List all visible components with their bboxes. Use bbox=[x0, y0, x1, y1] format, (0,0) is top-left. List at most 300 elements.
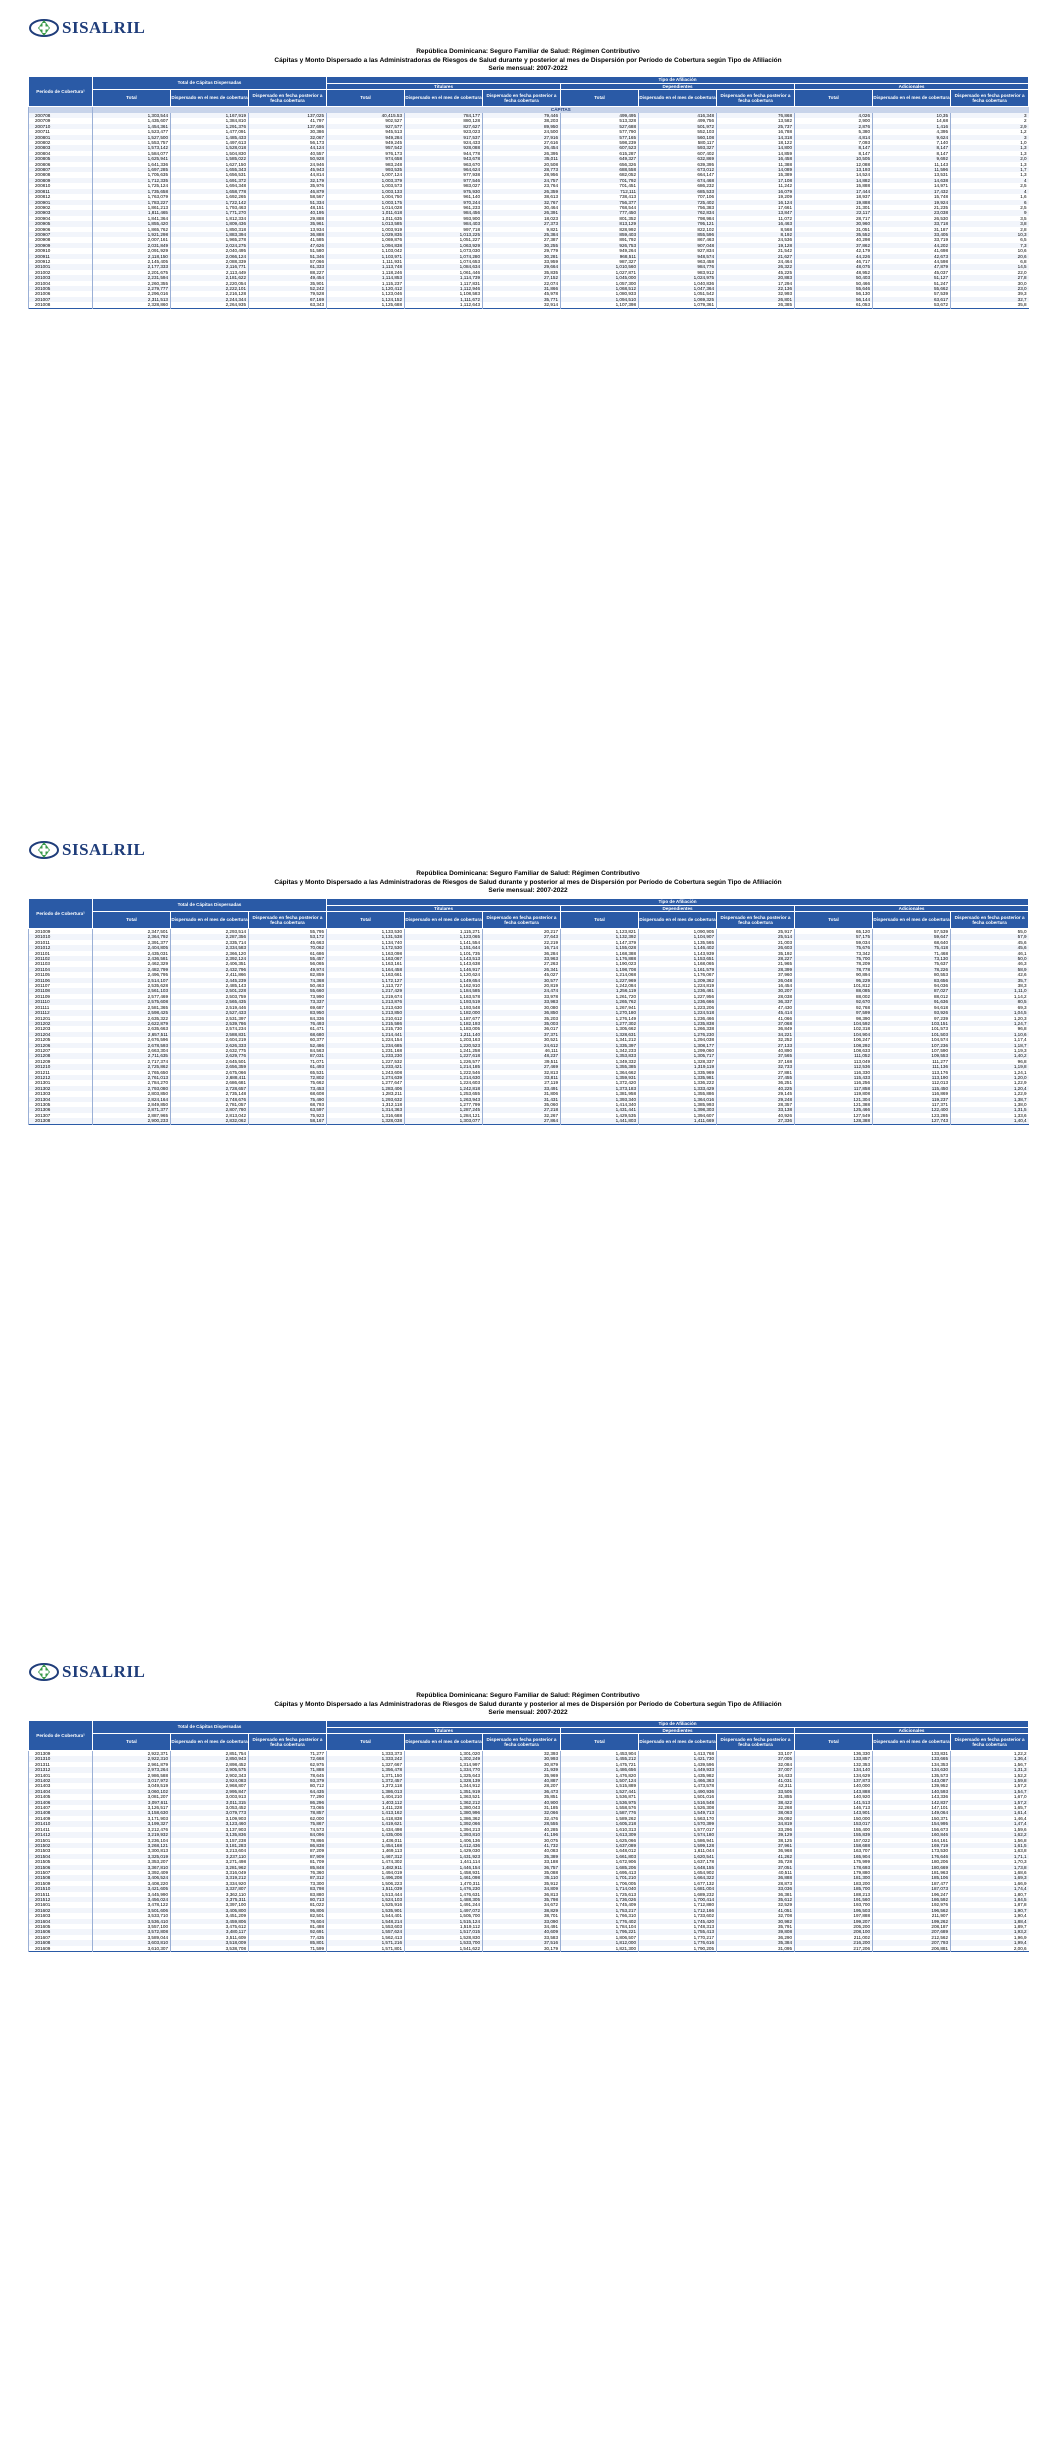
value-cell: 73,342 bbox=[795, 951, 873, 956]
value-cell: 1,71,1 bbox=[951, 1854, 1029, 1859]
value-cell: 50,463 bbox=[249, 983, 327, 988]
value-cell: 24,474 bbox=[483, 988, 561, 993]
value-cell: 42,673 bbox=[873, 254, 951, 259]
column-header: Total bbox=[327, 90, 405, 107]
group-header: Adicionales bbox=[795, 83, 1029, 90]
value-cell: 685,533 bbox=[639, 189, 717, 194]
value-cell: 1,625,066 bbox=[561, 1838, 639, 1843]
value-cell: 1,013,225 bbox=[405, 232, 483, 237]
value-cell: 193,700 bbox=[795, 1902, 873, 1907]
value-cell: 725,402 bbox=[639, 200, 717, 205]
value-cell: 2,781,057 bbox=[171, 1102, 249, 1107]
value-cell: 1,571,801 bbox=[327, 1946, 405, 1952]
value-cell: 34,672 bbox=[483, 1902, 561, 1907]
value-cell: 1,372,457 bbox=[327, 1778, 405, 1783]
value-cell: 26,322 bbox=[717, 264, 795, 269]
value-cell: 88,002 bbox=[795, 994, 873, 999]
value-cell: 1,620,541 bbox=[639, 1854, 717, 1859]
column-header: Dispersado en el mes de cobertura bbox=[873, 912, 951, 929]
value-cell: 975,930 bbox=[405, 189, 483, 194]
value-cell: 2,574,234 bbox=[171, 1026, 249, 1031]
value-cell: 1,692,265 bbox=[171, 194, 249, 199]
value-cell: 83,880 bbox=[249, 1892, 327, 1897]
value-cell: 4 bbox=[951, 189, 1029, 194]
value-cell: 1,172,127 bbox=[327, 978, 405, 983]
value-cell: 94,618 bbox=[873, 1005, 951, 1010]
value-cell: 91,636 bbox=[873, 999, 951, 1004]
period-cell: 201609 bbox=[29, 1946, 93, 1952]
value-cell: 56,065 bbox=[249, 961, 327, 966]
value-cell: 1,193,548 bbox=[405, 1005, 483, 1010]
value-cell: 57,539 bbox=[873, 929, 951, 935]
value-cell: 5,380 bbox=[795, 129, 873, 134]
value-cell: 1,90,7 bbox=[951, 1908, 1029, 1913]
value-cell: 3,268,121 bbox=[93, 1843, 171, 1848]
value-cell: 1,198,708 bbox=[561, 967, 639, 972]
value-cell: 1,319,119 bbox=[639, 1064, 717, 1069]
value-cell: 8,192 bbox=[717, 232, 795, 237]
value-cell: 1,429,030 bbox=[405, 1848, 483, 1853]
value-cell: 71,071 bbox=[249, 1059, 327, 1064]
value-cell: 3,538,708 bbox=[171, 1946, 249, 1952]
value-cell: 1,18,7 bbox=[951, 1043, 1029, 1048]
value-cell: 196,247 bbox=[873, 1892, 951, 1897]
period-cell: 200802 bbox=[29, 140, 93, 145]
value-cell: 1,36,4 bbox=[951, 1756, 1029, 1761]
value-cell: 2,091,929 bbox=[93, 248, 171, 253]
value-cell: 867,463 bbox=[639, 237, 717, 242]
value-cell: 3,053,452 bbox=[171, 1805, 249, 1810]
value-cell: 113,176 bbox=[873, 1070, 951, 1075]
value-cell: 207,689 bbox=[873, 1929, 951, 1934]
value-cell: 2,581,365 bbox=[93, 1005, 171, 1010]
value-cell: 35,612 bbox=[717, 1897, 795, 1902]
value-cell: 55,662 bbox=[873, 286, 951, 291]
column-header: Dispersado en fecha posterior a fecha cobertura bbox=[951, 912, 1029, 929]
value-cell: 1,219,674 bbox=[327, 994, 405, 999]
value-cell: 527,688 bbox=[561, 124, 639, 129]
value-cell: 1,3 bbox=[951, 162, 1029, 167]
value-cell: 3,397,100 bbox=[171, 1902, 249, 1907]
value-cell: 11,242 bbox=[717, 183, 795, 188]
column-header: Dispersado en el mes de cobertura bbox=[639, 912, 717, 929]
value-cell: 97,239 bbox=[873, 1016, 951, 1021]
value-cell: 1,466,363 bbox=[639, 1778, 717, 1783]
period-cell: 201602 bbox=[29, 1908, 93, 1913]
period-cell: 201002 bbox=[29, 270, 93, 275]
value-cell: 73,065 bbox=[249, 1805, 327, 1810]
value-cell: 140,000 bbox=[795, 1783, 873, 1788]
period-cell: 200911 bbox=[29, 254, 93, 259]
value-cell: 2,900,233 bbox=[93, 1118, 171, 1124]
value-cell: 1,007,124 bbox=[327, 172, 405, 177]
value-cell: 137,695 bbox=[249, 124, 327, 129]
value-cell: 1,65,7 bbox=[951, 1805, 1029, 1810]
logo bbox=[28, 836, 145, 864]
value-cell: 3,003,913 bbox=[171, 1794, 249, 1799]
period-cell: 201109 bbox=[29, 994, 93, 999]
value-cell: 87,312 bbox=[249, 1875, 327, 1880]
value-cell: 928,088 bbox=[405, 145, 483, 150]
value-cell: 3,237,110 bbox=[171, 1854, 249, 1859]
value-cell: 41,196 bbox=[483, 1832, 561, 1837]
value-cell: 35,791 bbox=[717, 1924, 795, 1929]
value-cell: 134,140 bbox=[795, 1767, 873, 1772]
value-cell: 1,446,154 bbox=[405, 1865, 483, 1870]
value-cell: 1,20,0 bbox=[951, 1075, 1029, 1080]
value-cell: 32,993 bbox=[717, 291, 795, 296]
value-cell: 1,418,838 bbox=[327, 1816, 405, 1821]
value-cell: 1,585,022 bbox=[171, 156, 249, 161]
value-cell: 1,161,579 bbox=[639, 967, 717, 972]
value-cell: 1,454,361 bbox=[93, 124, 171, 129]
value-cell: 3 bbox=[951, 135, 1029, 140]
value-cell: 45,663 bbox=[249, 940, 327, 945]
value-cell: 1,386,013 bbox=[327, 1789, 405, 1794]
value-cell: 1,355,385 bbox=[561, 1064, 639, 1069]
value-cell: 11,388 bbox=[717, 162, 795, 167]
column-header: Dispersado en fecha posterior a fecha cobertura bbox=[717, 912, 795, 929]
value-cell: 16,454 bbox=[717, 983, 795, 988]
value-cell: 1,003,133 bbox=[327, 189, 405, 194]
value-cell: 76,360 bbox=[249, 1870, 327, 1875]
value-cell: 27,469 bbox=[483, 1064, 561, 1069]
value-cell: 1,242,818 bbox=[405, 1086, 483, 1091]
value-cell: 2,462,329 bbox=[93, 961, 171, 966]
value-cell: 173,530 bbox=[873, 1848, 951, 1853]
value-cell: 2,088,339 bbox=[171, 259, 249, 264]
value-cell: 1,691,372 bbox=[171, 178, 249, 183]
value-cell: 55,660 bbox=[249, 988, 327, 993]
value-cell: 102,318 bbox=[795, 1026, 873, 1031]
group-header-total: Total de Cápitas Dispersadas bbox=[93, 1721, 327, 1734]
table-row bbox=[29, 1946, 1029, 1952]
value-cell: 1,276,230 bbox=[639, 1032, 717, 1037]
value-cell: 1,783,227 bbox=[93, 200, 171, 205]
value-cell: 26,530 bbox=[873, 216, 951, 221]
value-cell: 33,719 bbox=[873, 237, 951, 242]
value-cell: 1,38,0 bbox=[951, 1102, 1029, 1107]
value-cell: 39,808 bbox=[717, 1929, 795, 1934]
value-cell: 16,714 bbox=[483, 945, 561, 950]
value-cell: 1,011,635 bbox=[327, 216, 405, 221]
value-cell: 29,888 bbox=[249, 216, 327, 221]
value-cell: 1,3 bbox=[951, 172, 1029, 177]
value-cell: 196,562 bbox=[873, 1908, 951, 1913]
value-cell: 77,290 bbox=[249, 1794, 327, 1799]
value-cell: 1,351,919 bbox=[405, 1789, 483, 1794]
value-cell: 81,709 bbox=[249, 1859, 327, 1864]
period-cell: 201404 bbox=[29, 1789, 93, 1794]
column-header: Dispersado en el mes de cobertura bbox=[405, 1734, 483, 1751]
column-header: Dispersado en el mes de cobertura bbox=[873, 90, 951, 107]
value-cell: 37,168 bbox=[717, 1059, 795, 1064]
value-cell: 20,217 bbox=[483, 929, 561, 935]
value-cell: 51,127 bbox=[873, 275, 951, 280]
value-cell: 632,869 bbox=[639, 156, 717, 161]
value-cell: 1,733,602 bbox=[639, 1913, 717, 1918]
value-cell: 33,036 bbox=[717, 1886, 795, 1891]
value-cell: 85,801 bbox=[249, 1940, 327, 1945]
value-cell: 983,912 bbox=[639, 270, 717, 275]
value-cell: 2,527,433 bbox=[171, 1010, 249, 1015]
value-cell: 1,163,067 bbox=[327, 956, 405, 961]
value-cell: 1,163,661 bbox=[327, 972, 405, 977]
value-cell: 35,003 bbox=[483, 1021, 561, 1026]
value-cell: 3,572,808 bbox=[93, 1929, 171, 1934]
value-cell: 1,184,585 bbox=[405, 988, 483, 993]
value-cell: 179,880 bbox=[795, 1870, 873, 1875]
value-cell: 1,172,530 bbox=[327, 945, 405, 950]
value-cell: 1,697,285 bbox=[93, 167, 171, 172]
value-cell: 701,451 bbox=[561, 183, 639, 188]
value-cell: 1,661,803 bbox=[561, 1854, 639, 1859]
column-header: Dispersado en el mes de cobertura bbox=[171, 90, 249, 107]
value-cell: 1,419,621 bbox=[327, 1821, 405, 1826]
value-cell: 26,391 bbox=[483, 210, 561, 215]
value-cell: 1,411,228 bbox=[327, 1805, 405, 1810]
value-cell: 26,454 bbox=[483, 145, 561, 150]
value-cell: 1,233,230 bbox=[327, 1053, 405, 1058]
value-cell: 1,406,136 bbox=[405, 1838, 483, 1843]
value-cell: 2,561,103 bbox=[93, 988, 171, 993]
value-cell: 1,589,262 bbox=[561, 1816, 639, 1821]
period-cell: 200901 bbox=[29, 200, 93, 205]
value-cell: 1,224,603 bbox=[405, 1080, 483, 1085]
value-cell: 2,116,771 bbox=[171, 264, 249, 269]
value-cell: 2,118,150 bbox=[93, 254, 171, 259]
table-row bbox=[29, 1118, 1029, 1124]
value-cell: 33,983 bbox=[483, 999, 561, 1004]
value-cell: 1,045,000 bbox=[561, 275, 639, 280]
value-cell: 123,285 bbox=[873, 1113, 951, 1118]
period-cell: 201108 bbox=[29, 988, 93, 993]
value-cell: 2,656,359 bbox=[171, 1064, 249, 1069]
value-cell: 45,6 bbox=[951, 945, 1029, 950]
value-cell: 33,090 bbox=[483, 1919, 561, 1924]
value-cell: 2,404,805 bbox=[93, 945, 171, 950]
value-cell: 2,995,847 bbox=[171, 1789, 249, 1794]
value-cell: 1,068,512 bbox=[561, 286, 639, 291]
value-cell: 44,202 bbox=[873, 243, 951, 248]
period-cell: 201511 bbox=[29, 1892, 93, 1897]
value-cell: 1,236,461 bbox=[639, 988, 717, 993]
value-cell: 3,171,903 bbox=[93, 1816, 171, 1821]
value-cell: 31,855 bbox=[717, 1794, 795, 1799]
column-header: Total bbox=[561, 912, 639, 929]
value-cell: 41,262 bbox=[717, 1854, 795, 1859]
value-cell: 2,577,469 bbox=[93, 994, 171, 999]
value-cell: 21,627 bbox=[717, 254, 795, 259]
value-cell: 993,535 bbox=[327, 167, 405, 172]
period-cell: 201506 bbox=[29, 1865, 93, 1870]
value-cell: 1,562,413 bbox=[327, 1935, 405, 1940]
value-cell: 35,110 bbox=[483, 1875, 561, 1880]
value-cell: 1,19,8 bbox=[951, 1064, 1029, 1069]
value-cell: 3,097,611 bbox=[93, 1800, 171, 1805]
value-cell: 1,736,026 bbox=[561, 1897, 639, 1902]
value-cell: 1,384,810 bbox=[171, 118, 249, 123]
value-cell: 14,68 bbox=[873, 118, 951, 123]
value-cell: 2,968,807 bbox=[171, 1783, 249, 1788]
value-cell: 141,513 bbox=[795, 1800, 873, 1805]
value-cell: 949,264 bbox=[561, 248, 639, 253]
value-cell: 65,120 bbox=[795, 929, 873, 935]
value-cell: 117,858 bbox=[795, 1086, 873, 1091]
value-cell: 27,387 bbox=[483, 237, 561, 242]
value-cell: 14,638 bbox=[873, 178, 951, 183]
value-cell: 1,103,042 bbox=[327, 248, 405, 253]
value-cell: 2,485,143 bbox=[171, 983, 249, 988]
value-cell: 7,3 bbox=[951, 243, 1029, 248]
value-cell: 945,513 bbox=[327, 129, 405, 134]
value-cell: 23,764 bbox=[483, 183, 561, 188]
value-cell: 1,069,876 bbox=[327, 237, 405, 242]
column-header: Total bbox=[93, 1734, 171, 1751]
value-cell: 2,535,628 bbox=[93, 983, 171, 988]
value-cell: 31,866 bbox=[483, 286, 561, 291]
value-cell: 78,778 bbox=[795, 967, 873, 972]
value-cell: 24,946 bbox=[249, 162, 327, 167]
value-cell: 27,864 bbox=[483, 1118, 561, 1124]
value-cell: 122,400 bbox=[873, 1107, 951, 1112]
value-cell: 68,640 bbox=[873, 940, 951, 945]
value-cell: 1,574,180 bbox=[639, 1832, 717, 1837]
value-cell: 33,959 bbox=[483, 259, 561, 264]
value-cell: 28,227 bbox=[717, 956, 795, 961]
value-cell: 32,267 bbox=[483, 1113, 561, 1118]
period-cell: 200709 bbox=[29, 118, 93, 123]
logo-text: SISALRIL bbox=[62, 18, 146, 37]
value-cell: 1,497,613 bbox=[171, 140, 249, 145]
value-cell: 18,937 bbox=[795, 194, 873, 199]
value-cell: 37,051 bbox=[717, 1865, 795, 1870]
value-cell: 577,165 bbox=[561, 135, 639, 140]
value-cell: 3,456,024 bbox=[93, 1897, 171, 1902]
value-cell: 12,088 bbox=[795, 162, 873, 167]
value-cell: 27,336 bbox=[717, 1118, 795, 1124]
value-cell: 46,3 bbox=[951, 961, 1029, 966]
value-cell: 2,663,304 bbox=[93, 1048, 171, 1053]
period-cell: 201212 bbox=[29, 1075, 93, 1080]
value-cell: 1,090,905 bbox=[639, 929, 717, 935]
column-header: Total bbox=[93, 912, 171, 929]
period-cell: 201503 bbox=[29, 1848, 93, 1853]
periodo-header: Período de Cobertura¹ bbox=[29, 899, 93, 929]
value-cell: 107,236 bbox=[873, 1043, 951, 1048]
value-cell: 1,494,019 bbox=[327, 1870, 405, 1875]
value-cell: 1,182,193 bbox=[405, 1021, 483, 1026]
value-cell: 26,359 bbox=[483, 189, 561, 194]
value-cell: 22,136 bbox=[717, 286, 795, 291]
value-cell: 1,223,206 bbox=[639, 1005, 717, 1010]
value-cell: 108,292 bbox=[795, 1043, 873, 1048]
value-cell: 26,801 bbox=[717, 297, 795, 302]
period-cell: 201412 bbox=[29, 1832, 93, 1837]
value-cell: 79,528 bbox=[249, 291, 327, 296]
value-cell: 984,776 bbox=[639, 264, 717, 269]
value-cell: 40,285 bbox=[483, 1827, 561, 1832]
period-cell: 201104 bbox=[29, 967, 93, 972]
value-cell: 115,450 bbox=[873, 1086, 951, 1091]
value-cell: 1,584,077 bbox=[93, 151, 171, 156]
value-cell: 1,753,217 bbox=[561, 1908, 639, 1913]
value-cell: 41,698 bbox=[873, 248, 951, 253]
period-cell: 201011 bbox=[29, 940, 93, 945]
value-cell: 1,146,917 bbox=[405, 967, 483, 972]
value-cell: 211,907 bbox=[873, 1913, 951, 1918]
period-cell: 201603 bbox=[29, 1913, 93, 1918]
value-cell: 2,622,879 bbox=[93, 1021, 171, 1026]
value-cell: 35,976 bbox=[249, 183, 327, 188]
value-cell: 71,277 bbox=[249, 1751, 327, 1757]
period-cell: 201411 bbox=[29, 1827, 93, 1832]
value-cell: 1,90,4 bbox=[951, 1913, 1029, 1918]
value-cell: 30,281 bbox=[483, 254, 561, 259]
value-cell: 927,834 bbox=[639, 248, 717, 253]
value-cell: 48,075 bbox=[795, 264, 873, 269]
value-cell: 1,722,142 bbox=[171, 200, 249, 205]
value-cell: 2,244,344 bbox=[171, 297, 249, 302]
value-cell: 30,075 bbox=[483, 1838, 561, 1843]
value-cell: 1,394,213 bbox=[405, 1827, 483, 1832]
period-cell: 201502 bbox=[29, 1843, 93, 1848]
value-cell: 1,22,9 bbox=[951, 1080, 1029, 1085]
value-cell: 1,22,9 bbox=[951, 1091, 1029, 1096]
value-cell: 69,687 bbox=[249, 1005, 327, 1010]
value-cell: 71,888 bbox=[249, 1767, 327, 1772]
value-cell: 1,59,6 bbox=[951, 1827, 1029, 1832]
value-cell: 1,394,607 bbox=[639, 1113, 717, 1118]
value-cell: 48,237 bbox=[483, 1053, 561, 1058]
value-cell: 3,213,604 bbox=[171, 1848, 249, 1853]
value-cell: 2,201,675 bbox=[93, 270, 171, 275]
value-cell: 674,468 bbox=[639, 178, 717, 183]
logo-text: SISALRIL bbox=[62, 840, 146, 859]
value-cell: 501,972 bbox=[639, 124, 717, 129]
value-cell: 27,152 bbox=[483, 275, 561, 280]
value-cell: 1,051,542 bbox=[639, 291, 717, 296]
value-cell: 33,491 bbox=[483, 1086, 561, 1091]
column-header: Dispersado en fecha posterior a fecha cobertura bbox=[483, 90, 561, 107]
value-cell: 987,327 bbox=[561, 259, 639, 264]
value-cell: 701,792 bbox=[561, 178, 639, 183]
value-cell: 944,778 bbox=[405, 151, 483, 156]
period-cell: 201311 bbox=[29, 1762, 93, 1767]
value-cell: 116,330 bbox=[795, 1070, 873, 1075]
period-cell: 200904 bbox=[29, 216, 93, 221]
value-cell: 84,336 bbox=[249, 1016, 327, 1021]
value-cell: 22,0 bbox=[951, 270, 1029, 275]
value-cell: 1,865,762 bbox=[93, 227, 171, 232]
value-cell: 1,63,8 bbox=[951, 1848, 1029, 1853]
value-cell: 32,393 bbox=[483, 1751, 561, 1757]
value-cell: 1,120,624 bbox=[405, 972, 483, 977]
value-cell: 1,748,313 bbox=[639, 1924, 717, 1929]
column-header: Dispersado en el mes de cobertura bbox=[171, 912, 249, 929]
value-cell: 84,563 bbox=[249, 1048, 327, 1053]
value-cell: 3 bbox=[951, 113, 1029, 118]
value-cell: 984,456 bbox=[405, 210, 483, 215]
value-cell: 2,761,013 bbox=[93, 1075, 171, 1080]
value-cell: 1,812,334 bbox=[171, 216, 249, 221]
period-cell: 200801 bbox=[29, 135, 93, 140]
value-cell: 2 bbox=[951, 118, 1029, 123]
value-cell: 1,112,643 bbox=[405, 302, 483, 308]
value-cell: 1,074,653 bbox=[405, 259, 483, 264]
value-cell: 1,694,348 bbox=[171, 183, 249, 188]
value-cell: 3,011,315 bbox=[171, 1800, 249, 1805]
